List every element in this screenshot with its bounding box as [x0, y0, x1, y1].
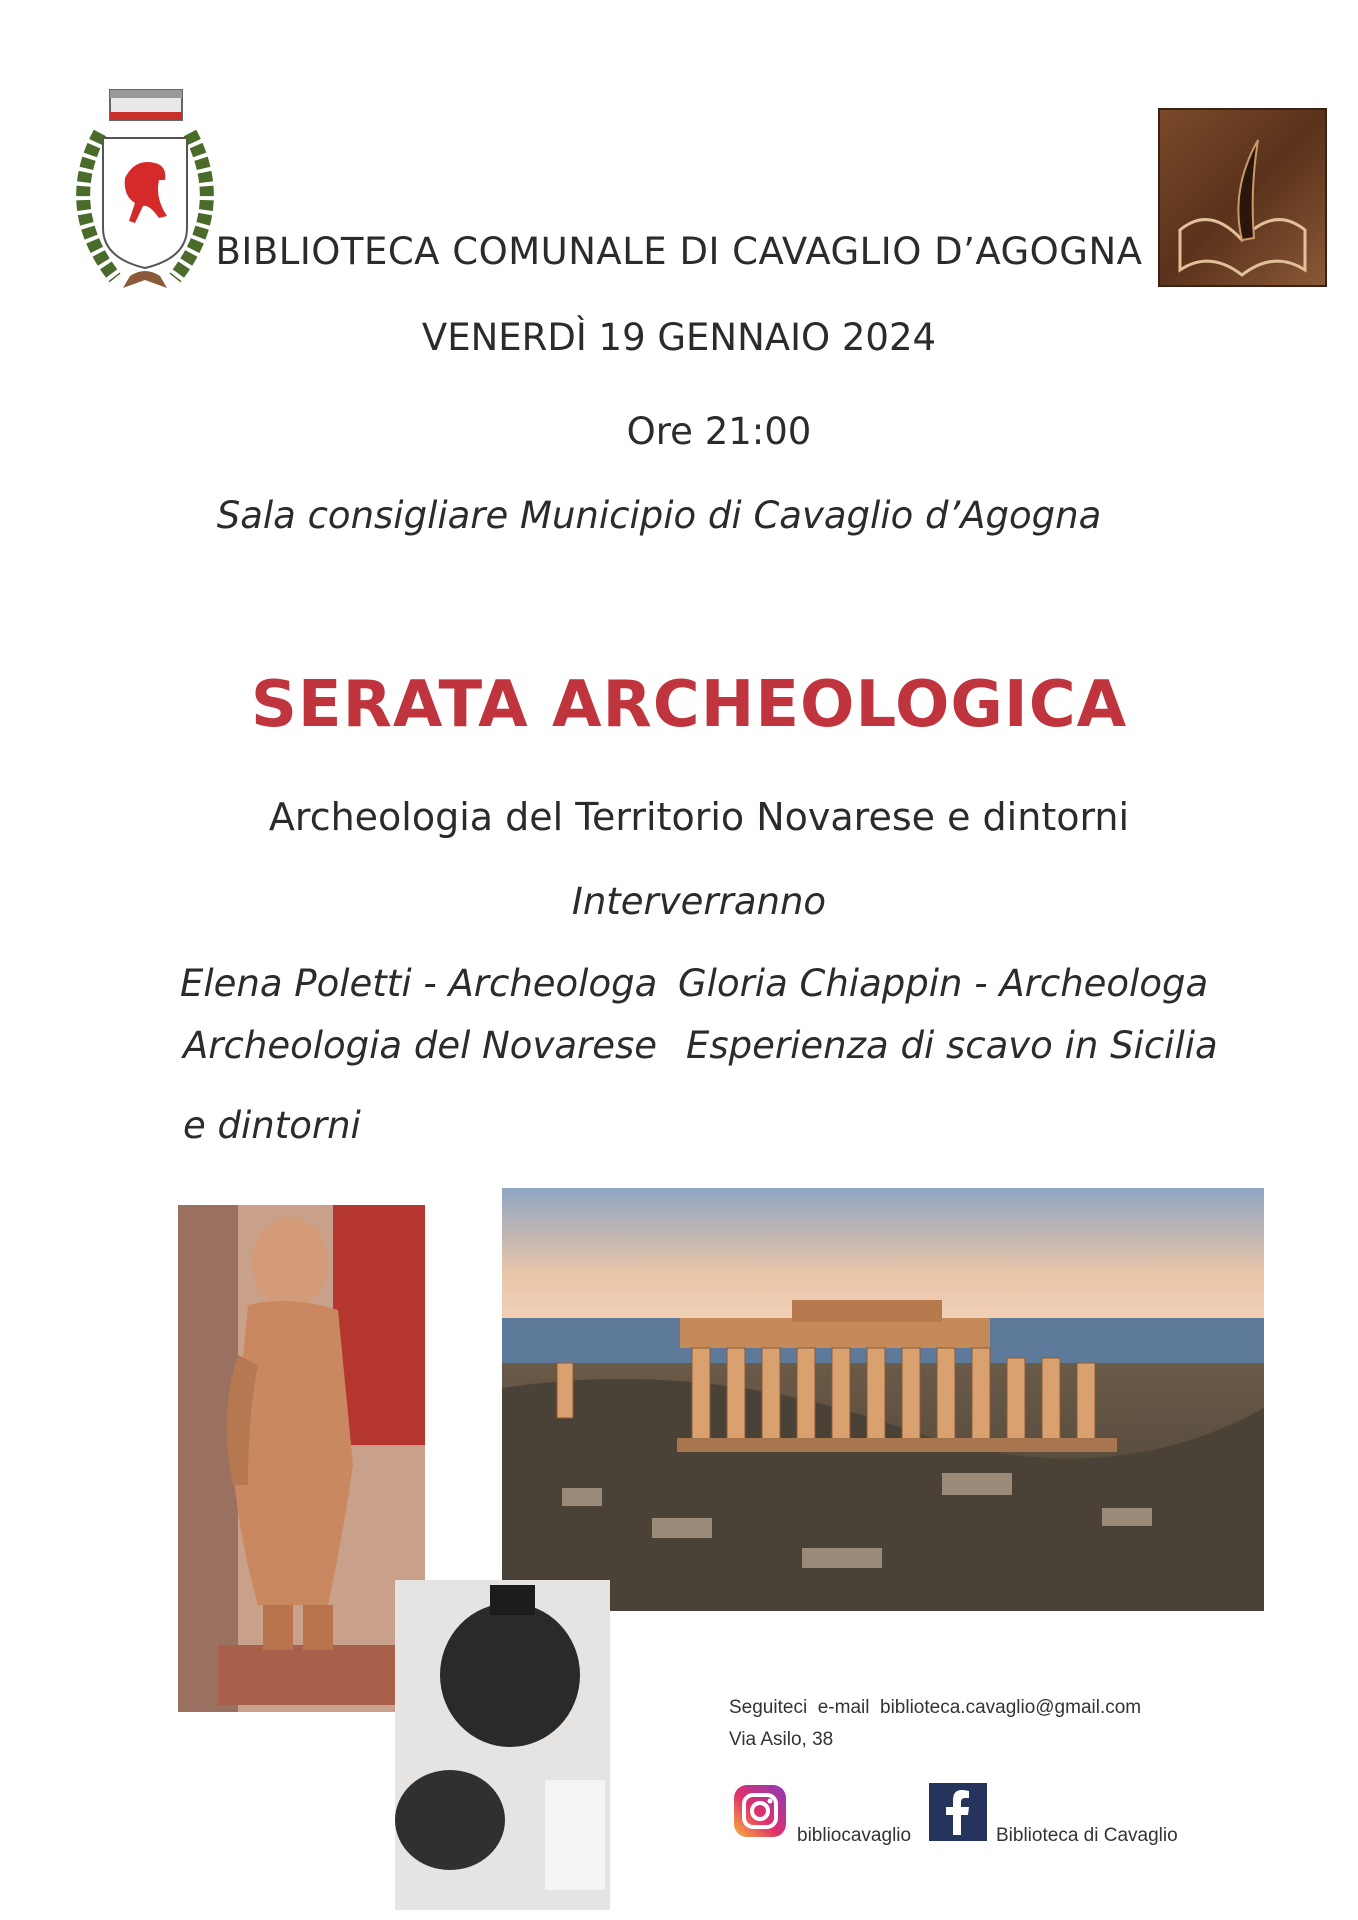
- speaker-2-name: Gloria Chiappin - Archeologa: [678, 962, 1209, 1005]
- speaker-1-topic-cont: e dintorni: [183, 1104, 361, 1147]
- contact-email[interactable]: Seguiteci e-mail biblioteca.cavaglio@gmail.com: [729, 1697, 1142, 1718]
- contact-address: Via Asilo, 38: [729, 1729, 834, 1750]
- event-title: SERATA ARCHEOLOGICA: [250, 668, 1128, 742]
- facebook-icon[interactable]: [929, 1783, 987, 1841]
- speakers-label: Interverranno: [571, 880, 827, 923]
- event-time: Ore 21:00: [626, 410, 812, 453]
- speaker-1-name: Elena Poletti - Archeologa: [180, 962, 658, 1005]
- pottery-photo: [395, 1580, 610, 1910]
- event-subtitle: Archeologia del Territorio Novarese e dintorni: [268, 795, 1130, 839]
- instagram-handle[interactable]: bibliocavaglio: [797, 1825, 912, 1846]
- temple-photo: [502, 1188, 1264, 1611]
- event-venue: Sala consigliare Municipio di Cavaglio d’Agogna: [216, 494, 1102, 537]
- event-date: VENERDÌ 19 GENNAIO 2024: [421, 316, 937, 359]
- library-name: BIBLIOTECA COMUNALE DI CAVAGLIO D’AGOGNA: [215, 230, 1143, 273]
- statue-photo: [178, 1205, 425, 1712]
- facebook-page[interactable]: Biblioteca di Cavaglio: [996, 1825, 1178, 1846]
- speaker-2-topic: Esperienza di scavo in Sicilia: [686, 1024, 1218, 1067]
- instagram-icon[interactable]: [734, 1785, 786, 1837]
- speaker-1-topic: Archeologia del Novarese: [183, 1024, 658, 1067]
